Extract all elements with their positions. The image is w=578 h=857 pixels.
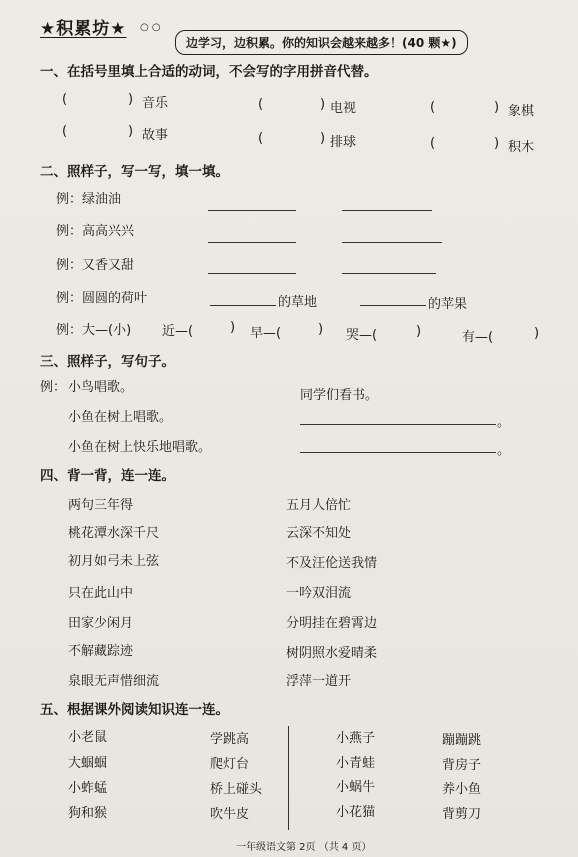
match-item[interactable]: 大蝈蝈 <box>68 756 108 771</box>
paren-open: ( <box>62 92 68 107</box>
section-1-heading: 一、在括号里填上合适的动词，不会写的字用拼音代替。 <box>40 64 378 80</box>
word-item: 故事 <box>142 128 169 143</box>
period-mark: 。 <box>497 443 511 458</box>
poem-line-left[interactable]: 初月如弓未上弦 <box>68 554 160 569</box>
word-item: 象棋 <box>508 104 535 119</box>
answer-line[interactable] <box>300 424 496 425</box>
answer-line[interactable] <box>208 242 296 243</box>
paren-close: ) <box>230 320 236 335</box>
example-sentence: 小鸟唱歌。 <box>68 380 134 395</box>
poem-line-left[interactable]: 只在此山中 <box>68 586 134 601</box>
page-footer: 一年级语文第 2页 （共 4 页） <box>236 842 372 853</box>
antonym-example: 例：大—(小) <box>56 323 132 338</box>
paren-open: ( <box>258 97 264 112</box>
section-5-heading: 五、根据课外阅读知识连一连。 <box>40 702 229 718</box>
example-word: 例：高高兴兴 <box>56 224 135 239</box>
poem-line-left[interactable]: 桃花潭水深千尺 <box>68 526 160 541</box>
example-label: 例： <box>40 380 67 395</box>
poem-line-right[interactable]: 分明挂在碧霄边 <box>286 616 378 631</box>
antonym-item: 有—( <box>462 330 494 345</box>
column-divider <box>288 726 289 830</box>
paren-close: ) <box>416 324 422 339</box>
paren-close: ) <box>494 136 500 151</box>
example-word: 例：圆圆的荷叶 <box>56 291 148 306</box>
paren-open: ( <box>258 131 264 146</box>
paren-open: ( <box>62 124 68 139</box>
poem-line-left[interactable]: 两句三年得 <box>68 498 134 513</box>
match-item[interactable]: 桥上碰头 <box>210 782 263 797</box>
word-item: 排球 <box>330 135 357 150</box>
match-item[interactable]: 狗和猴 <box>68 806 108 821</box>
match-item[interactable]: 小花猫 <box>336 805 376 820</box>
answer-line[interactable] <box>210 305 276 306</box>
antonym-item: 哭—( <box>346 328 378 343</box>
example-sentence: 小鱼在树上唱歌。 <box>68 410 173 425</box>
apple-suffix: 的苹果 <box>428 297 468 312</box>
poem-line-left[interactable]: 泉眼无声惜细流 <box>68 674 160 689</box>
paren-close: ) <box>320 131 326 146</box>
paren-open: ( <box>430 100 436 115</box>
match-item[interactable]: 蹦蹦跳 <box>442 733 482 748</box>
match-item[interactable]: 小蚱蜢 <box>68 781 108 796</box>
antonym-item: 早—( <box>250 326 282 341</box>
match-item[interactable]: 小青蛙 <box>336 756 376 771</box>
poem-line-left[interactable]: 不解藏踪迹 <box>68 644 134 659</box>
example-word: 例：又香又甜 <box>56 258 135 273</box>
section-4-heading: 四、背一背，连一连。 <box>40 468 175 484</box>
match-item[interactable]: 吹牛皮 <box>210 807 250 822</box>
match-item[interactable]: 背房子 <box>442 758 482 773</box>
grass-suffix: 的草地 <box>278 295 318 310</box>
match-item[interactable]: 小蜗牛 <box>336 780 376 795</box>
word-item: 积木 <box>508 140 535 155</box>
paren-open: ( <box>430 136 436 151</box>
paren-close: ) <box>318 322 324 337</box>
instruction-note: 边学习，边积累。你的知识会越来越多！(40 颗★) <box>175 30 468 55</box>
paren-close: ) <box>534 326 540 341</box>
poem-line-right[interactable]: 树阴照水爱晴柔 <box>286 646 378 661</box>
answer-line[interactable] <box>360 305 426 306</box>
section-2-heading: 二、照样子，写一写，填一填。 <box>40 164 229 180</box>
decorative-circles: ○ ○ <box>140 22 161 33</box>
prompt-sentence: 同学们看书。 <box>300 388 379 403</box>
match-item[interactable]: 学跳高 <box>210 732 250 747</box>
word-item: 音乐 <box>142 96 169 111</box>
antonym-item: 近—( <box>162 324 194 339</box>
match-item[interactable]: 养小鱼 <box>442 782 482 797</box>
poem-line-right[interactable]: 浮萍一道开 <box>286 674 352 689</box>
period-mark: 。 <box>497 415 511 430</box>
paren-close: ) <box>494 100 500 115</box>
answer-line[interactable] <box>342 242 442 243</box>
poem-line-right[interactable]: 五月人倍忙 <box>286 498 352 513</box>
poem-line-right[interactable]: 云深不知处 <box>286 526 352 541</box>
answer-line[interactable] <box>342 273 436 274</box>
answer-line[interactable] <box>342 210 432 211</box>
poem-line-left[interactable]: 田家少闲月 <box>68 616 134 631</box>
paren-close: ) <box>128 92 134 107</box>
section-3-heading: 三、照样子，写句子。 <box>40 354 175 370</box>
answer-line[interactable] <box>208 273 296 274</box>
match-item[interactable]: 小老鼠 <box>68 730 108 745</box>
match-item[interactable]: 爬灯台 <box>210 757 250 772</box>
poem-line-right[interactable]: 一吟双泪流 <box>286 586 352 601</box>
poem-line-right[interactable]: 不及汪伦送我情 <box>286 556 378 571</box>
match-item[interactable]: 背剪刀 <box>442 807 482 822</box>
page-title: ★积累坊★ <box>40 19 127 39</box>
answer-line[interactable] <box>208 210 296 211</box>
paren-close: ) <box>128 124 134 139</box>
match-item[interactable]: 小燕子 <box>336 731 376 746</box>
example-word: 例：绿油油 <box>56 192 122 207</box>
answer-line[interactable] <box>300 452 496 453</box>
paren-close: ) <box>320 97 326 112</box>
word-item: 电视 <box>330 101 357 116</box>
example-sentence: 小鱼在树上快乐地唱歌。 <box>68 440 212 455</box>
